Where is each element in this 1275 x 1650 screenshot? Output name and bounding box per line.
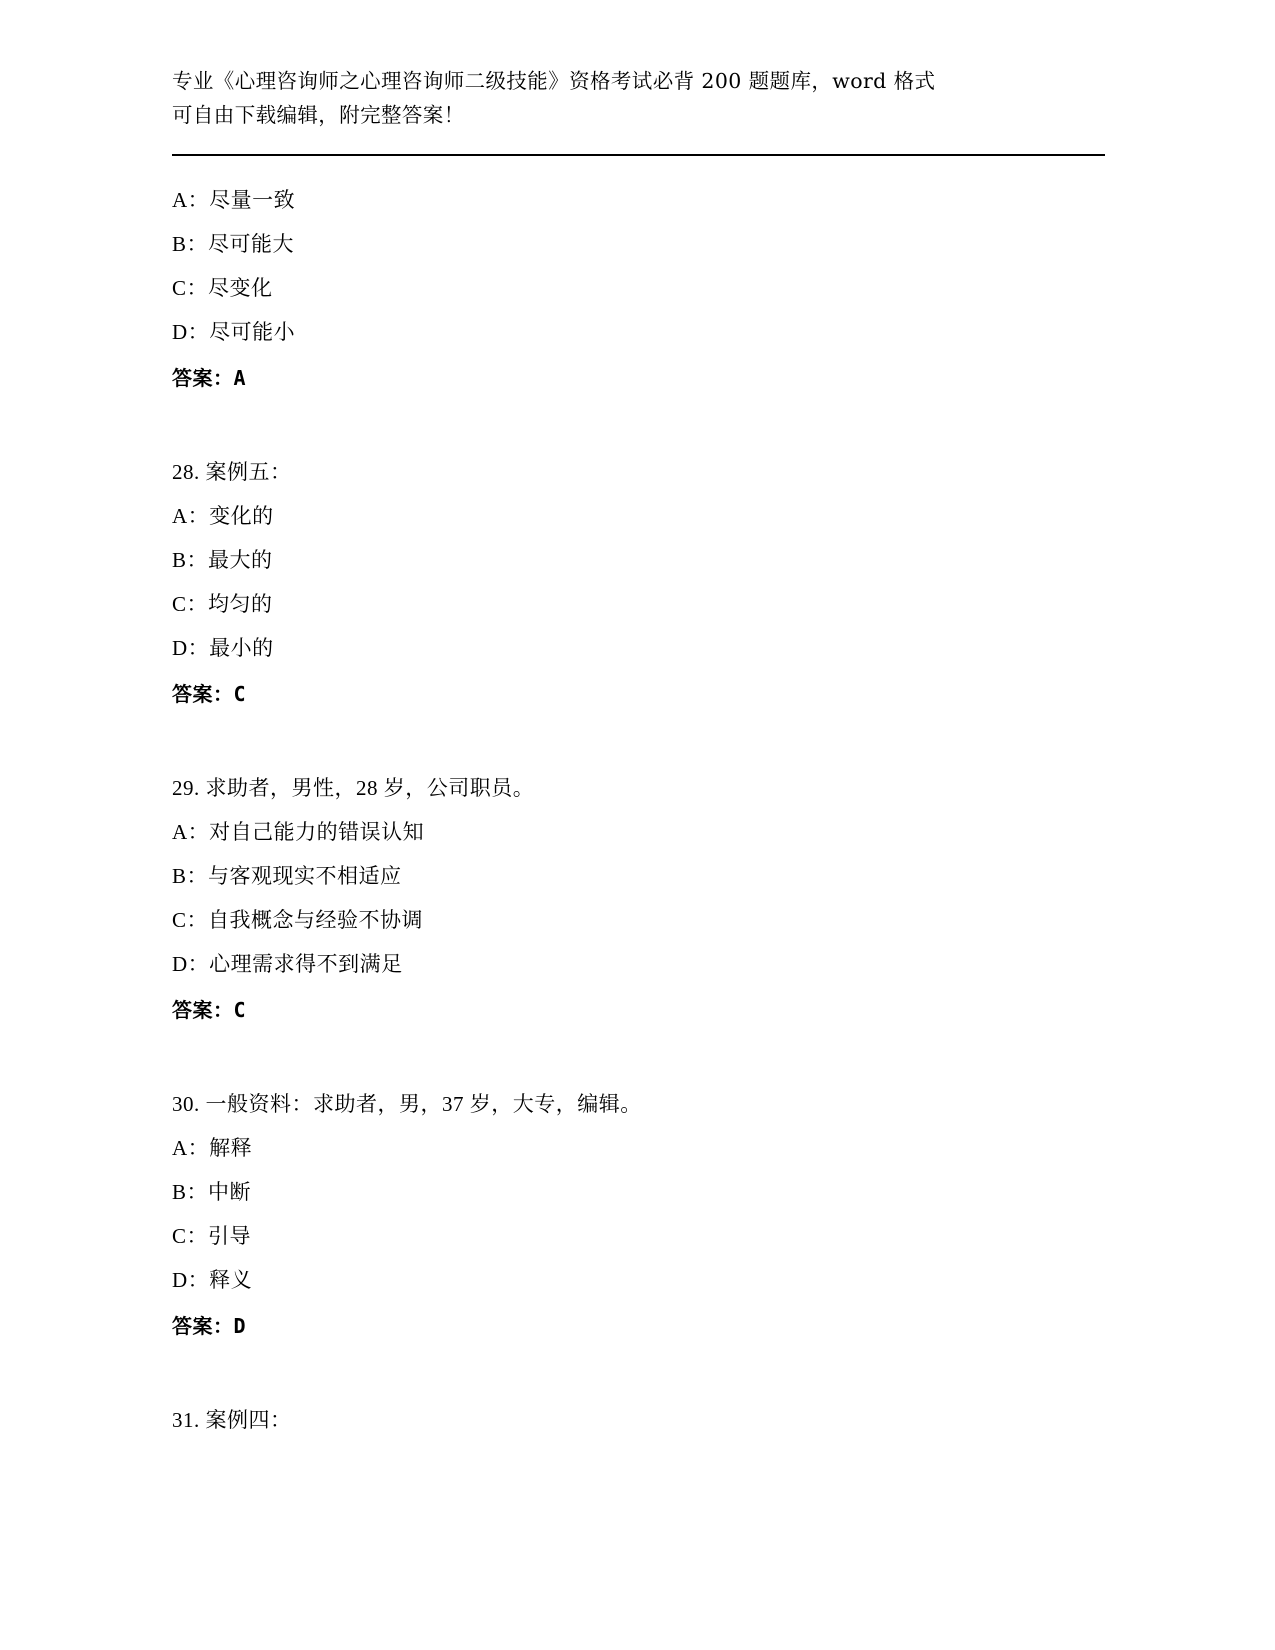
option-row bbox=[172, 1170, 1105, 1214]
question-stem: 28. 案例五： bbox=[172, 460, 292, 484]
option-text: 均匀的 bbox=[208, 592, 273, 616]
option-text: 释义 bbox=[209, 1268, 253, 1292]
question-block bbox=[172, 1398, 1105, 1442]
question-stem: 31. 案例四： bbox=[172, 1408, 292, 1432]
option-text: 尽可能大 bbox=[208, 232, 295, 256]
questions-list bbox=[172, 156, 1105, 1442]
option-row bbox=[172, 626, 1105, 670]
answer-row bbox=[172, 672, 1105, 716]
option-row bbox=[172, 582, 1105, 626]
answer-value: D bbox=[233, 1314, 247, 1338]
answer-label: 答案： bbox=[172, 998, 234, 1022]
option-text: 变化的 bbox=[209, 504, 274, 528]
option-row bbox=[172, 222, 1105, 266]
option-text: 最小的 bbox=[209, 636, 274, 660]
option-letter: D： bbox=[172, 320, 210, 344]
option-text: 尽量一致 bbox=[209, 188, 296, 212]
option-row bbox=[172, 1258, 1105, 1302]
option-letter: A： bbox=[172, 1136, 210, 1160]
option-letter: B： bbox=[172, 864, 209, 888]
option-row bbox=[172, 898, 1105, 942]
option-row bbox=[172, 310, 1105, 354]
document-header bbox=[172, 64, 1105, 132]
option-text: 与客观现实不相适应 bbox=[208, 864, 402, 888]
option-row bbox=[172, 538, 1105, 582]
answer-value: A bbox=[233, 366, 247, 390]
question-stem: 29. 求助者，男性，28 岁，公司职员。 bbox=[172, 776, 535, 800]
answer-row bbox=[172, 988, 1105, 1032]
option-text: 最大的 bbox=[208, 548, 273, 572]
question-block bbox=[172, 766, 1105, 1032]
option-letter: C： bbox=[172, 276, 209, 300]
option-letter: D： bbox=[172, 636, 210, 660]
option-text: 引导 bbox=[208, 1224, 252, 1248]
option-row bbox=[172, 810, 1105, 854]
option-row bbox=[172, 854, 1105, 898]
option-row bbox=[172, 266, 1105, 310]
option-text: 心理需求得不到满足 bbox=[209, 952, 403, 976]
option-text: 中断 bbox=[208, 1180, 252, 1204]
option-letter: B： bbox=[172, 232, 209, 256]
option-letter: B： bbox=[172, 548, 209, 572]
option-text: 尽变化 bbox=[208, 276, 273, 300]
option-text: 自我概念与经验不协调 bbox=[208, 908, 424, 932]
option-text: 尽可能小 bbox=[209, 320, 296, 344]
option-letter: A： bbox=[172, 188, 210, 212]
option-row bbox=[172, 942, 1105, 986]
header-line-1: 专业《心理咨询师之心理咨询师二级技能》资格考试必背 200 题题库，word 格式 bbox=[172, 69, 936, 93]
option-letter: A： bbox=[172, 820, 210, 844]
option-letter: B： bbox=[172, 1180, 209, 1204]
header-line-2: 可自由下载编辑，附完整答案！ bbox=[172, 103, 465, 127]
option-text: 解释 bbox=[209, 1136, 253, 1160]
question-stem: 30. 一般资料：求助者，男，37 岁，大专，编辑。 bbox=[172, 1092, 642, 1116]
answer-value: C bbox=[233, 682, 247, 706]
answer-value: C bbox=[233, 998, 247, 1022]
question-block bbox=[172, 450, 1105, 716]
option-text: 对自己能力的错误认知 bbox=[209, 820, 425, 844]
answer-row bbox=[172, 356, 1105, 400]
option-letter: C： bbox=[172, 592, 209, 616]
option-row bbox=[172, 494, 1105, 538]
option-letter: C： bbox=[172, 1224, 209, 1248]
option-row bbox=[172, 1214, 1105, 1258]
option-letter: D： bbox=[172, 1268, 210, 1292]
option-letter: A： bbox=[172, 504, 210, 528]
option-row bbox=[172, 178, 1105, 222]
option-letter: D： bbox=[172, 952, 210, 976]
answer-label: 答案： bbox=[172, 366, 234, 390]
option-letter: C： bbox=[172, 908, 209, 932]
option-row bbox=[172, 1126, 1105, 1170]
question-block bbox=[172, 1082, 1105, 1348]
answer-label: 答案： bbox=[172, 1314, 234, 1338]
answer-label: 答案： bbox=[172, 682, 234, 706]
question-block bbox=[172, 178, 1105, 400]
answer-row bbox=[172, 1304, 1105, 1348]
